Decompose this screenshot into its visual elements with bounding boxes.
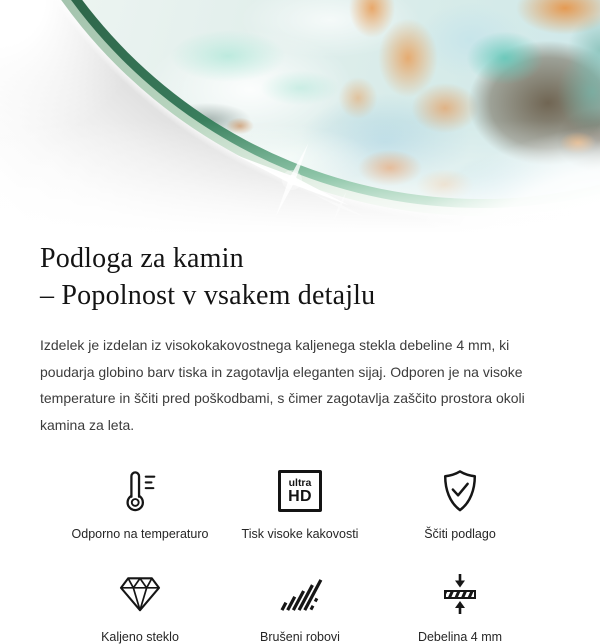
feature-protects-surface: [380, 466, 540, 541]
feature-label: Debelina 4 mm: [417, 630, 503, 644]
polished-edges-icon: [277, 569, 323, 619]
diamond-icon: [118, 569, 162, 619]
feature-label: Odporno na temperaturo: [71, 527, 209, 541]
feature-label: Ščiti podlago: [424, 527, 496, 541]
feature-print-quality: [220, 466, 380, 541]
feature-polished-edges: [220, 569, 380, 644]
page-title-line2: – Popolnost v vsakem detajlu: [40, 280, 376, 311]
shield-check-icon: [439, 466, 481, 516]
page-title: [40, 240, 560, 314]
ultra-hd-icon-text-top: ultra: [288, 477, 312, 489]
ultra-hd-icon: [278, 466, 322, 516]
product-info-section: [0, 240, 600, 644]
feature-heat-resistant: [60, 466, 220, 541]
feature-label: Kaljeno steklo: [101, 630, 179, 644]
feature-tempered-glass: [60, 569, 220, 644]
white-fade-overlay: [0, 0, 600, 232]
product-image: [0, 0, 600, 232]
features-grid: [40, 466, 560, 644]
feature-label: Brušeni robovi: [260, 630, 340, 644]
thermometer-icon: [119, 466, 161, 516]
ultra-hd-icon-text-bottom: HD: [288, 488, 312, 505]
thickness-icon: [440, 569, 480, 619]
product-description: Izdelek je izdelan iz visokokakovostnega kaljenega stekla debeline 4 mm, ki poudarja globino barv tiska in zagotavlja eleganten sijaj. Odporen je na visoke temperature in ščiti pred poškodbami, s čimer zagotavlja zaščito prostora okoli kamina za leta.: [40, 337, 525, 433]
feature-thickness: [380, 569, 540, 644]
feature-label: Tisk visoke kakovosti: [241, 527, 359, 541]
page-title-line1: Podloga za kamin: [40, 243, 244, 274]
